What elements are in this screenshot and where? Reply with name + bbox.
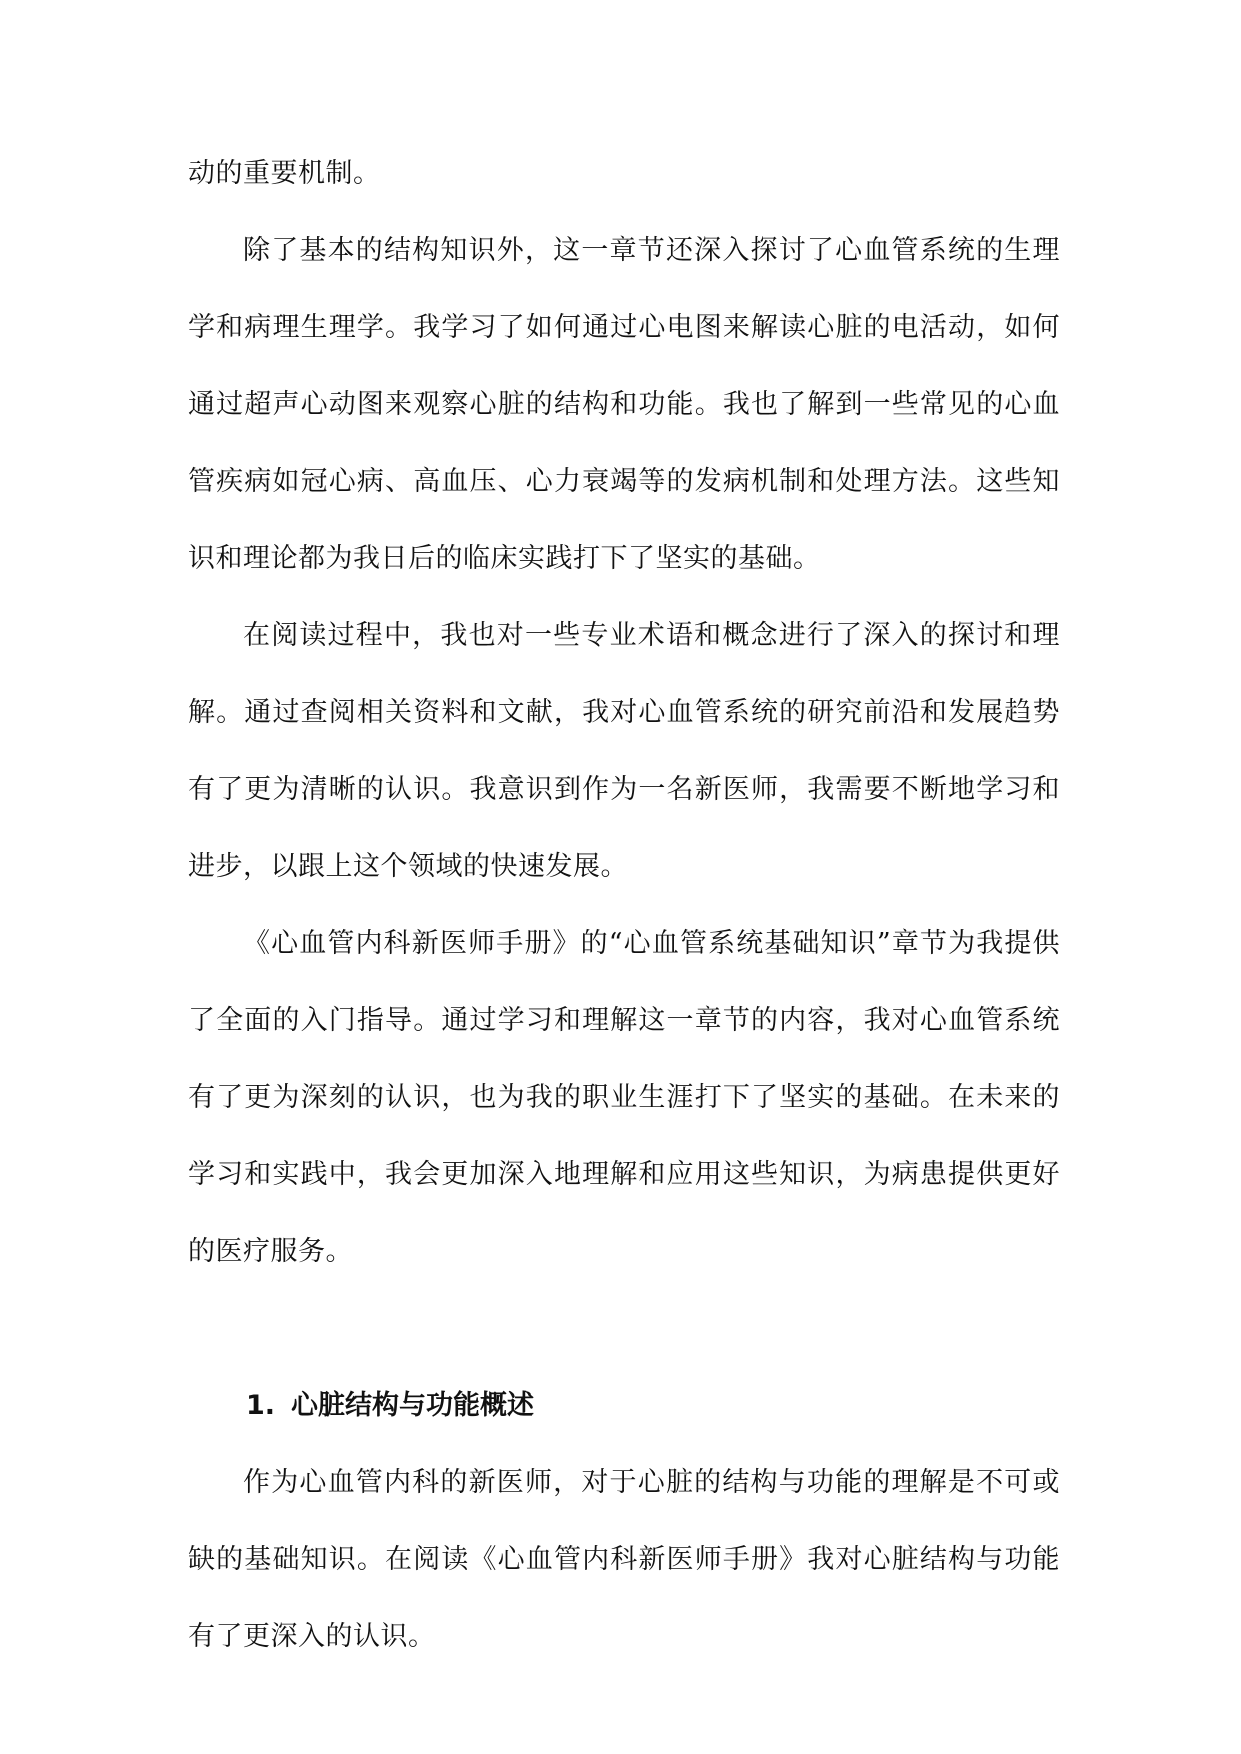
document-body [188, 135, 1060, 1675]
paragraph-continuation: 动的重要机制。 [188, 158, 381, 189]
section-title: 心脏结构与功能概述 [291, 1390, 534, 1421]
paragraph-chapter-summary: 《心血管内科新医师手册》的“心血管系统基础知识”章节为我提供了全面的入门指导。通过学习和理解这一章节的内容，我对心血管系统有了更为深刻的认识，也为我的职业生涯打下了坚实的基础。在未来的学习和实践中，我会更加深入地理解和应用这些知识，为病患提供更好的医疗服务。 [188, 928, 1060, 1267]
section-number: 1. [246, 1390, 276, 1421]
paragraph-physiology: 除了基本的结构知识外，这一章节还深入探讨了心血管系统的生理学和病理生理学。我学习了如何通过心电图来解读心脏的电活动，如何通过超声心动图来观察心脏的结构和功能。我也了解到一些常见的心血管疾病如冠心病、高血压、心力衰竭等的发病机制和处理方法。这些知识和理论都为我日后的临床实践打下了坚实的基础。 [188, 235, 1060, 574]
section-heading [188, 1367, 1060, 1444]
paragraph-terminology: 在阅读过程中，我也对一些专业术语和概念进行了深入的探讨和理解。通过查阅相关资料和文献，我对心血管系统的研究前沿和发展趋势有了更为清晰的认识。我意识到作为一名新医师，我需要不断地学习和进步，以跟上这个领域的快速发展。 [188, 620, 1060, 882]
paragraph-heart-structure-intro: 作为心血管内科的新医师，对于心脏的结构与功能的理解是不可或缺的基础知识。在阅读《心血管内科新医师手册》我对心脏结构与功能有了更深入的认识。 [188, 1467, 1060, 1652]
